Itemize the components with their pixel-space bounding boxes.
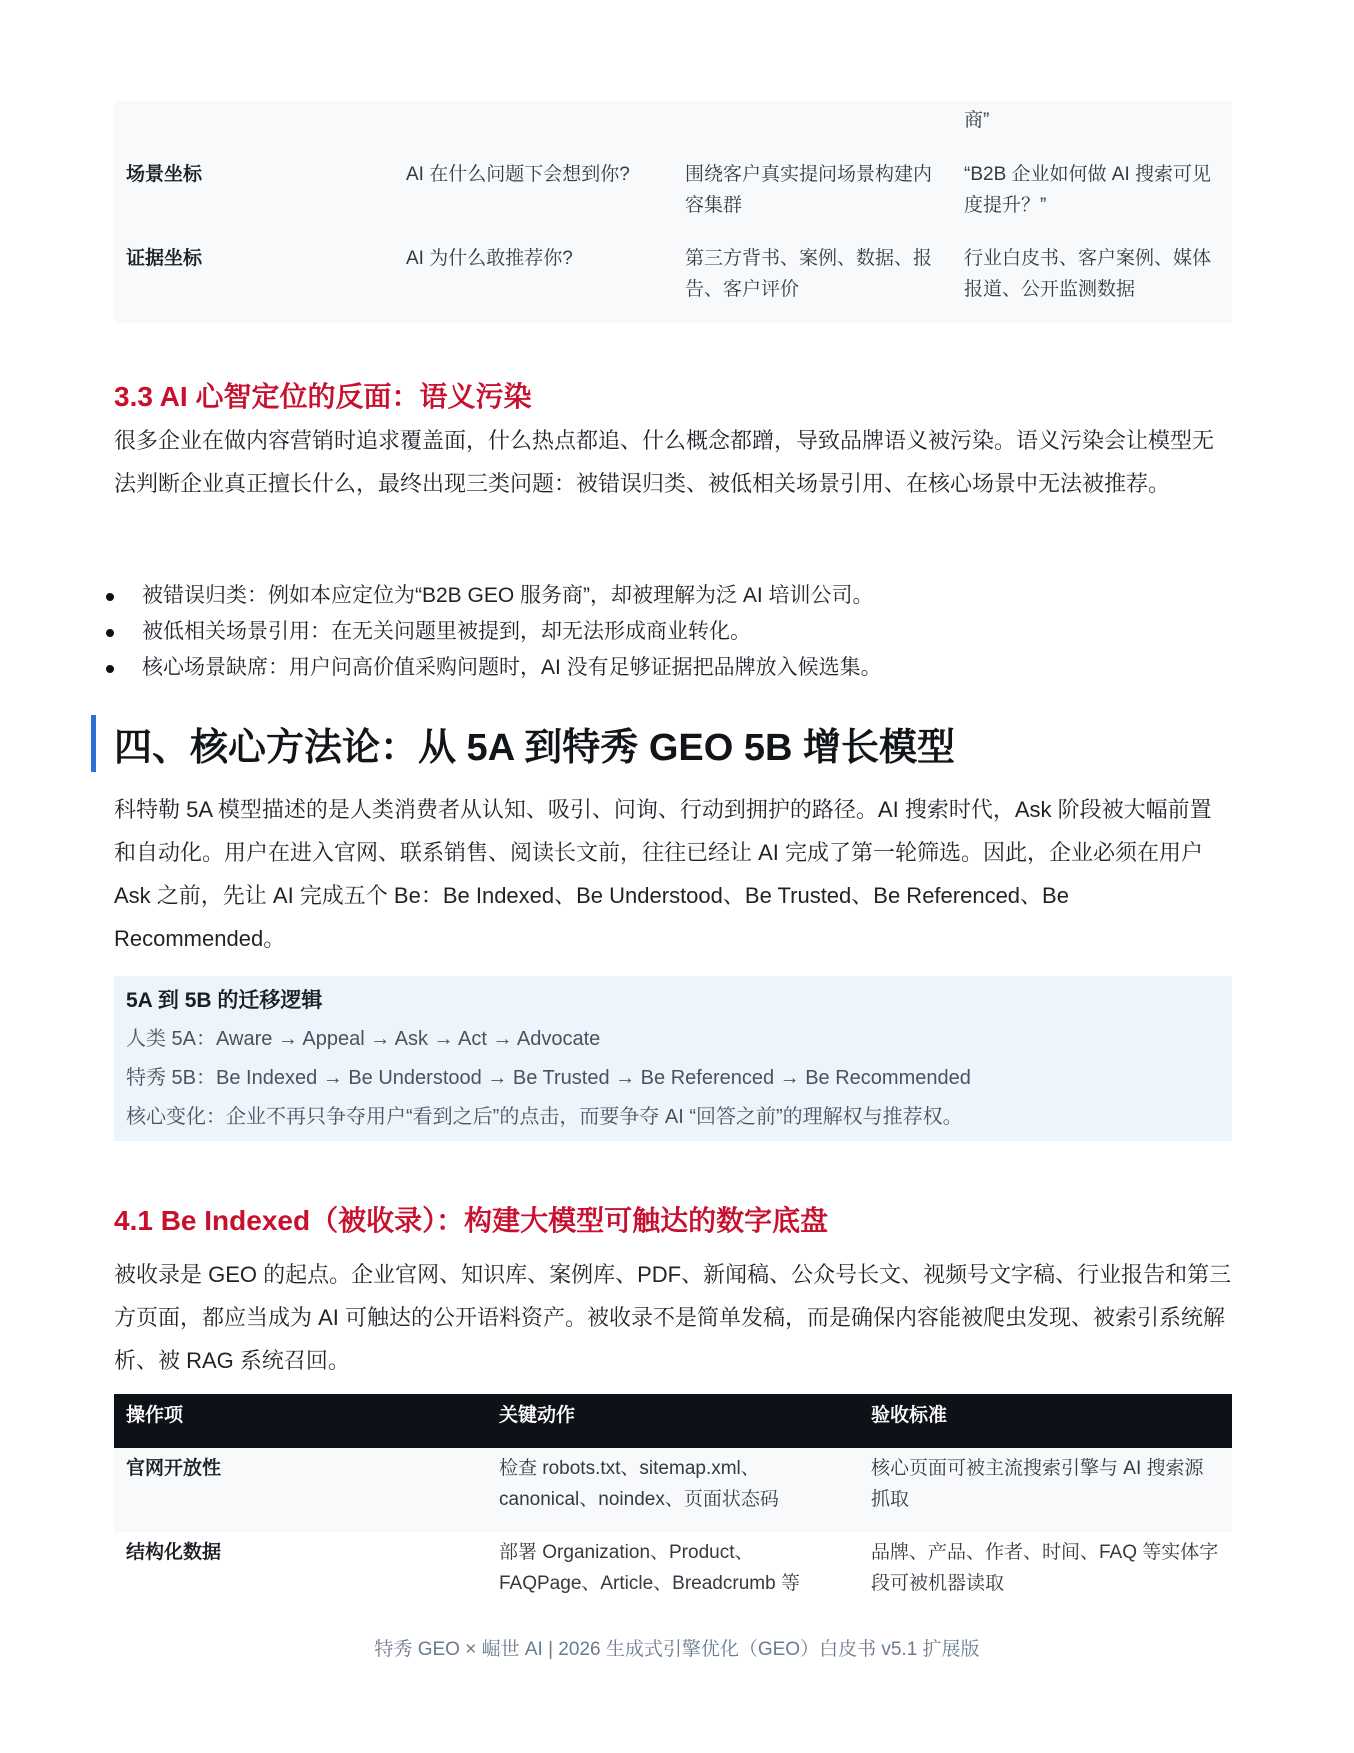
page-footer: 特秀 GEO × 崛世 AI | 2026 生成式引擎优化（GEO）白皮书 v5.1 扩展版 <box>374 1639 980 1660</box>
table-cell: AI 在什么问题下会想到你? <box>406 164 630 185</box>
list-item <box>114 650 882 686</box>
bullet-icon <box>106 593 114 601</box>
column-header: 验收标准 <box>871 1405 948 1426</box>
column-header: 操作项 <box>126 1405 184 1426</box>
table-cell <box>394 101 673 155</box>
callout-line-5a: 人类 5A：Aware → Appeal → Ask → Act → Advocate <box>126 1028 601 1050</box>
table-cell: 核心页面可被主流搜索引擎与 AI 搜索源抓取 <box>871 1458 1204 1510</box>
table-cell: 证据坐标 <box>126 248 203 269</box>
list-item-text: 核心场景缺席：用户问高价值采购问题时，AI 没有足够证据把品牌放入候选集。 <box>142 656 882 679</box>
table-cell: 结构化数据 <box>126 1542 222 1563</box>
table-cell: 围绕客户真实提问场景构建内容集群 <box>685 164 933 216</box>
table-cell <box>673 101 952 155</box>
list-item-text: 被错误归类：例如本应定位为“B2B GEO 服务商”，却被理解为泛 AI 培训公司。 <box>142 584 874 607</box>
migration-callout <box>114 976 1232 1141</box>
table-cell: AI 为什么敢推荐你? <box>406 248 573 269</box>
table-cell: 第三方背书、案例、数据、报告、客户评价 <box>685 248 933 300</box>
bullet-icon <box>106 629 114 637</box>
callout-title: 5A 到 5B 的迁移逻辑 <box>126 989 323 1012</box>
table-cell: 部署 Organization、Product、FAQPage、Article、Breadcrumb 等 <box>499 1542 800 1594</box>
list-item <box>114 578 882 614</box>
list-item <box>114 614 882 650</box>
table-cell: 品牌、产品、作者、时间、FAQ 等实体字段可被机器读取 <box>871 1542 1219 1594</box>
table-cell: “B2B 企业如何做 AI 搜索可见度提升？” <box>964 164 1212 216</box>
table-cell: 商” <box>964 110 990 131</box>
indexing-table <box>114 1394 1232 1616</box>
chapter-4-paragraph: 科特勒 5A 模型描述的是人类消费者从认知、吸引、问询、行动到拥护的路径。AI 搜索时代，Ask 阶段被大幅前置和自动化。用户在进入官网、联系销售、阅读长文前，往往已经让 AI 完成了第一轮筛选。因此，企业必须在用户 Ask 之前，先让 AI 完成五个 Be：Be Indexed、Be Understood、Be Trusted、Be Referenced、Be Recommended。 <box>114 797 1212 951</box>
table-cell: 行业白皮书、客户案例、媒体报道、公开监测数据 <box>964 248 1212 300</box>
section-heading-3-3: 3.3 AI 心智定位的反面：语义污染 <box>114 381 532 412</box>
table-row <box>114 1532 1232 1616</box>
heading-accent-bar <box>91 715 96 772</box>
callout-line-change: 核心变化：企业不再只争夺用户“看到之后”的点击，而要争夺 AI “回答之前”的理解权与推荐权。 <box>126 1106 963 1128</box>
table-cell: 官网开放性 <box>126 1458 222 1479</box>
table-row <box>114 155 1232 239</box>
positioning-table <box>114 101 1232 323</box>
table-cell <box>114 101 394 155</box>
section-heading-4-1: 4.1 Be Indexed（被收录）：构建大模型可触达的数字底盘 <box>114 1205 829 1236</box>
chapter-heading <box>91 715 955 772</box>
section-4-1-paragraph: 被收录是 GEO 的起点。企业官网、知识库、案例库、PDF、新闻稿、公众号长文、视频号文字稿、行业报告和第三方页面，都应当成为 AI 可触达的公开语料资产。被收录不是简单发稿，而是确保内容能被爬虫发现、被索引系统解析、被 RAG 系统召回。 <box>114 1262 1232 1373</box>
table-row <box>114 1448 1232 1532</box>
table-row <box>114 101 1232 155</box>
table-cell: 检查 robots.txt、sitemap.xml、canonical、noindex、页面状态码 <box>499 1458 779 1510</box>
bullet-icon <box>106 665 114 673</box>
column-header: 关键动作 <box>499 1405 576 1426</box>
table-row <box>114 239 1232 323</box>
chapter-title: 四、核心方法论：从 5A 到特秀 GEO 5B 增长模型 <box>114 727 955 769</box>
callout-line-5b: 特秀 5B：Be Indexed → Be Understood → Be Trusted → Be Referenced → Be Recommended <box>126 1067 971 1089</box>
list-item-text: 被低相关场景引用：在无关问题里被提到，却无法形成商业转化。 <box>142 620 751 643</box>
section-3-3-paragraph: 很多企业在做内容营销时追求覆盖面，什么热点都追、什么概念都蹭，导致品牌语义被污染。语义污染会让模型无法判断企业真正擅长什么，最终出现三类问题：被错误归类、被低相关场景引用、在核心场景中无法被推荐。 <box>114 428 1215 496</box>
table-header-row <box>114 1394 1232 1448</box>
semantic-pollution-list <box>114 578 882 686</box>
table-cell: 场景坐标 <box>126 164 203 185</box>
